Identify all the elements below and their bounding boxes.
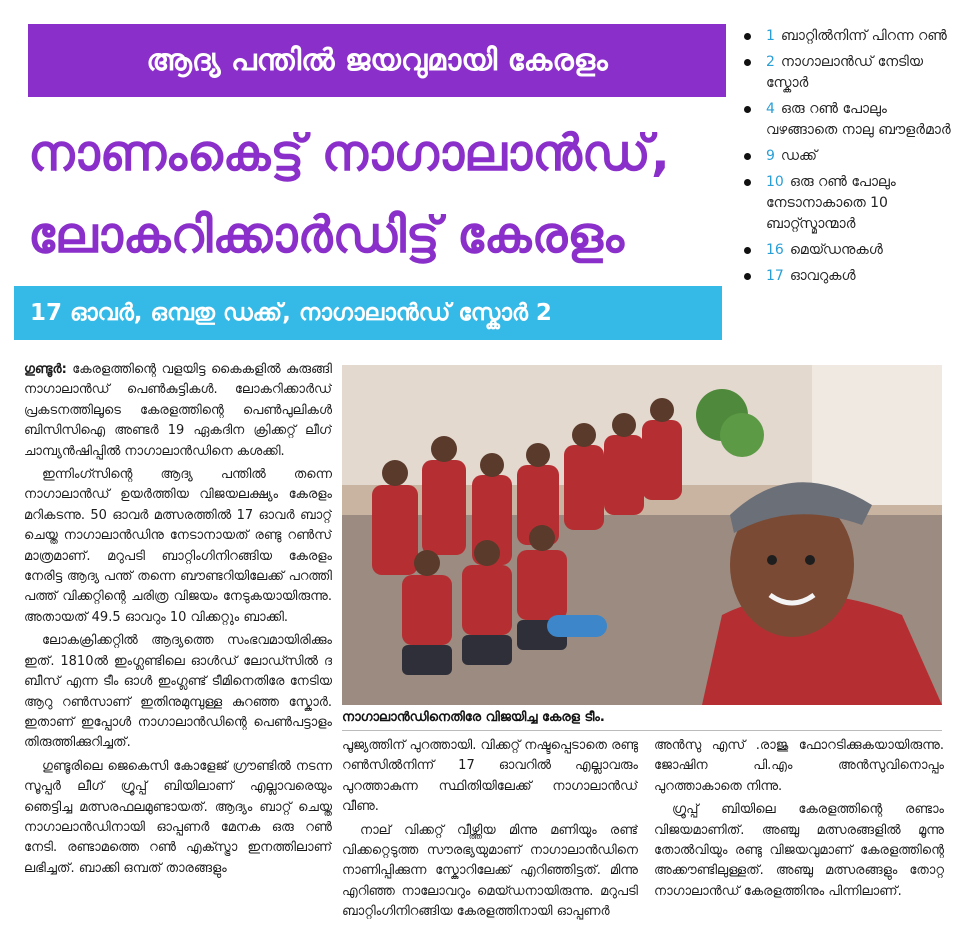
- fact-text: മെയ്ഡനുകൾ: [789, 242, 883, 258]
- kicker-banner: [28, 24, 726, 97]
- fact-text: നാഗാലാൻഡ് നേടിയ സ്കോർ: [766, 54, 924, 91]
- team-photo-illustration: [342, 365, 942, 705]
- team-photo: [342, 365, 942, 705]
- facts-box: [742, 26, 952, 292]
- bullet-icon: [744, 106, 751, 113]
- article-paragraph: അൻസു എസ് .രാജു ഫോറടിക്കുകയായിരുന്നു. ജോഷിന പി.എം അൻസുവിനൊപ്പം പുറത്താകാതെ നിന്നു.: [654, 738, 944, 794]
- fact-number: 1: [766, 28, 775, 44]
- headline-line-1: നാണംകെട്ട് നാഗാലാൻഡ്,: [28, 124, 670, 182]
- article-paragraph: പൂജ്യത്തിന് പുറത്തായി. വിക്കറ്റ് നഷ്ടപ്പെടാതെ രണ്ടു റൺസിൽനിന്ന് 17 ഓവറിൽ എല്ലാവരും പുറത്താകുന്ന സ്ഥിതിയിലേക്ക് നാഗാലാൻഡ് വീണു.: [342, 738, 638, 815]
- fact-item: [742, 99, 952, 141]
- article-column-1: [24, 360, 332, 930]
- fact-number: 9: [766, 148, 775, 164]
- bullet-icon: [744, 153, 751, 160]
- strap-text: 17 ഓവർ, ഒമ്പതു ഡക്ക്, നാഗാലാൻഡ് സ്കോർ 2: [30, 300, 552, 326]
- fact-text: ഒരു റൺ പോലും നേടാനാകാതെ 10 ബാറ്റ്സ്മാന്മാർ: [766, 174, 896, 232]
- bullet-icon: [744, 59, 751, 66]
- fact-number: 16: [766, 242, 784, 258]
- article-paragraph: ഗ്രൂപ്പ് ബിയിലെ കേരളത്തിന്റെ രണ്ടാം വിജയമാണിത്. അഞ്ചു മത്സരങ്ങളിൽ മൂന്നു തോൽവിയും രണ്ടു വിജയവുമാണ് കേരളത്തിന്റെ അക്കൗണ്ടിലുള്ളത്. അഞ്ചു മത്സരങ്ങളും തോറ്റ നാഗാലാൻഡ് കേരളത്തിനും പിന്നിലാണ്.: [654, 802, 944, 899]
- article-paragraph: ലോകക്രിക്കറ്റിൽ ആദ്യത്തെ സംഭവമായിരിക്കും ഇത്. 1810ൽ ഇംഗ്ലണ്ടിലെ ഓൾഡ് ലോഡ്സിൽ ദ ബീസ് എന്ന ടീം ഓൾ ഇംഗ്ലണ്ട് ടീമിനെതിരേ നേടിയ ആറു റൺസാണ് ഇതിനുമുമ്പുള്ള കുറഞ്ഞ സ്കോർ. ഇതാണ് ഇപ്പോൾ നാഗാലാൻഡിന്റെ പെൺപട്ടാളം തിരുത്തിക്കുറിച്ചത്.: [24, 633, 332, 751]
- strap-banner: [14, 286, 722, 340]
- article-column-2: [342, 736, 638, 932]
- bullet-icon: [744, 247, 751, 254]
- fact-text: ഓവറുകൾ: [789, 268, 856, 284]
- kicker-text: ആദ്യ പന്തിൽ ജയവുമായി കേരളം: [146, 43, 608, 78]
- article-paragraph: ഗുണ്ടൂരിലെ ജെകെസി കോളേജ് ഗ്രൗണ്ടിൽ നടന്ന സൂപ്പർ ലീഗ് ഗ്രൂപ്പ് ബിയിലാണ് എല്ലാവരെയും ഞെട്ടിച്ച മത്സരഫലമുണ്ടായത്. ആദ്യം ബാറ്റ് ചെയ്ത നാഗാലാൻഡിനായി ഓപ്പണർ മേനക ഒരു റൺ നേടി. രണ്ടാമത്തെ റൺ എക്സ്ട്രാ ഇനത്തിലാണ് ലഭിച്ചത്. ബാക്കി ഒമ്പത് താരങ്ങളും: [24, 758, 332, 876]
- fact-item: [742, 266, 952, 287]
- fact-item: [742, 52, 952, 94]
- fact-item: [742, 146, 952, 167]
- article-paragraph: [24, 360, 332, 462]
- bullet-icon: [744, 33, 751, 40]
- fact-item: [742, 26, 952, 47]
- fact-text: ഒരു റൺ പോലും വഴങ്ങാതെ നാലു ബൗളർമാർ: [766, 101, 951, 138]
- fact-text: ഡക്ക്: [780, 148, 817, 164]
- dateline: ഗുണ്ടൂർ:: [24, 362, 67, 377]
- fact-text: ബാറ്റിൽനിന്ന് പിറന്ന റൺ: [780, 28, 947, 44]
- fact-number: 17: [766, 268, 784, 284]
- headline-line-2: ലോകറിക്കാർഡിട്ട് കേരളം: [28, 206, 624, 264]
- fact-number: 4: [766, 101, 775, 117]
- fact-item: [742, 240, 952, 261]
- bullet-icon: [744, 179, 751, 186]
- bullet-icon: [744, 273, 751, 280]
- photo-caption: നാഗാലാൻഡിനെതിരേ വിജയിച്ച കേരള ടീം.: [342, 706, 942, 731]
- fact-number: 10: [766, 174, 784, 190]
- article-column-3: [654, 736, 944, 932]
- fact-number: 2: [766, 54, 775, 70]
- paragraph-text: കേരളത്തിന്റെ വളയിട്ട കൈകളിൽ കുരുങ്ങി നാഗാലാൻഡ് പെൺകുട്ടികൾ. ലോകറിക്കാർഡ് പ്രകടനത്തിലൂടെ കേരളത്തിന്റെ പെൺപുലികൾ ബിസിസിഐ അണ്ടർ 19 ഏകദിന ക്രിക്കറ്റ് ലീഗ് ചാമ്പ്യൻഷിപ്പിൽ നാഗാലാൻഡിനെ കശക്കി.: [24, 362, 332, 459]
- article-paragraph: നാല് വിക്കറ്റ് വീഴ്ത്തിയ മിന്നു മണിയും രണ്ട് വിക്കറ്റെടുത്ത സൗരഭ്യയുമാണ് നാഗാലാൻഡിനെ നാണിപ്പിക്കുന്ന സ്കോറിലേക്ക് എറിഞ്ഞിട്ടത്. മിന്നു എറിഞ്ഞ നാലോവറും മെയ്ഡനായിരുന്നു. മറുപടി ബാറ്റിംഗിനിറങ്ങിയ കേരളത്തിനായി ഓപ്പണർ: [342, 822, 638, 920]
- article-paragraph: ഇന്നിംഗ്സിന്റെ ആദ്യ പന്തിൽ തന്നെ നാഗാലാൻഡ് ഉയർത്തിയ വിജയലക്ഷ്യം കേരളം മറികടന്നു. 50 ഓവർ മത്സരത്തിൽ 17 ഓവർ ബാറ്റ് ചെയ്ത നാഗാലാൻഡിനു നേടാനായത് രണ്ടു റൺസ് മാത്രമാണ്. മറുപടി ബാറ്റിംഗിനിറങ്ങിയ കേരളം നേരിട്ട ആദ്യ പന്ത് തന്നെ ബൗണ്ടറിയിലേക്ക് പറത്തി പത്ത് വിക്കറ്റിന്റെ ചരിത്ര വിജയം നേടുകയായിരുന്നു. അതായത് 49.5 ഓവറും 10 വിക്കറ്റും ബാക്കി.: [24, 467, 332, 625]
- fact-item: [742, 172, 952, 235]
